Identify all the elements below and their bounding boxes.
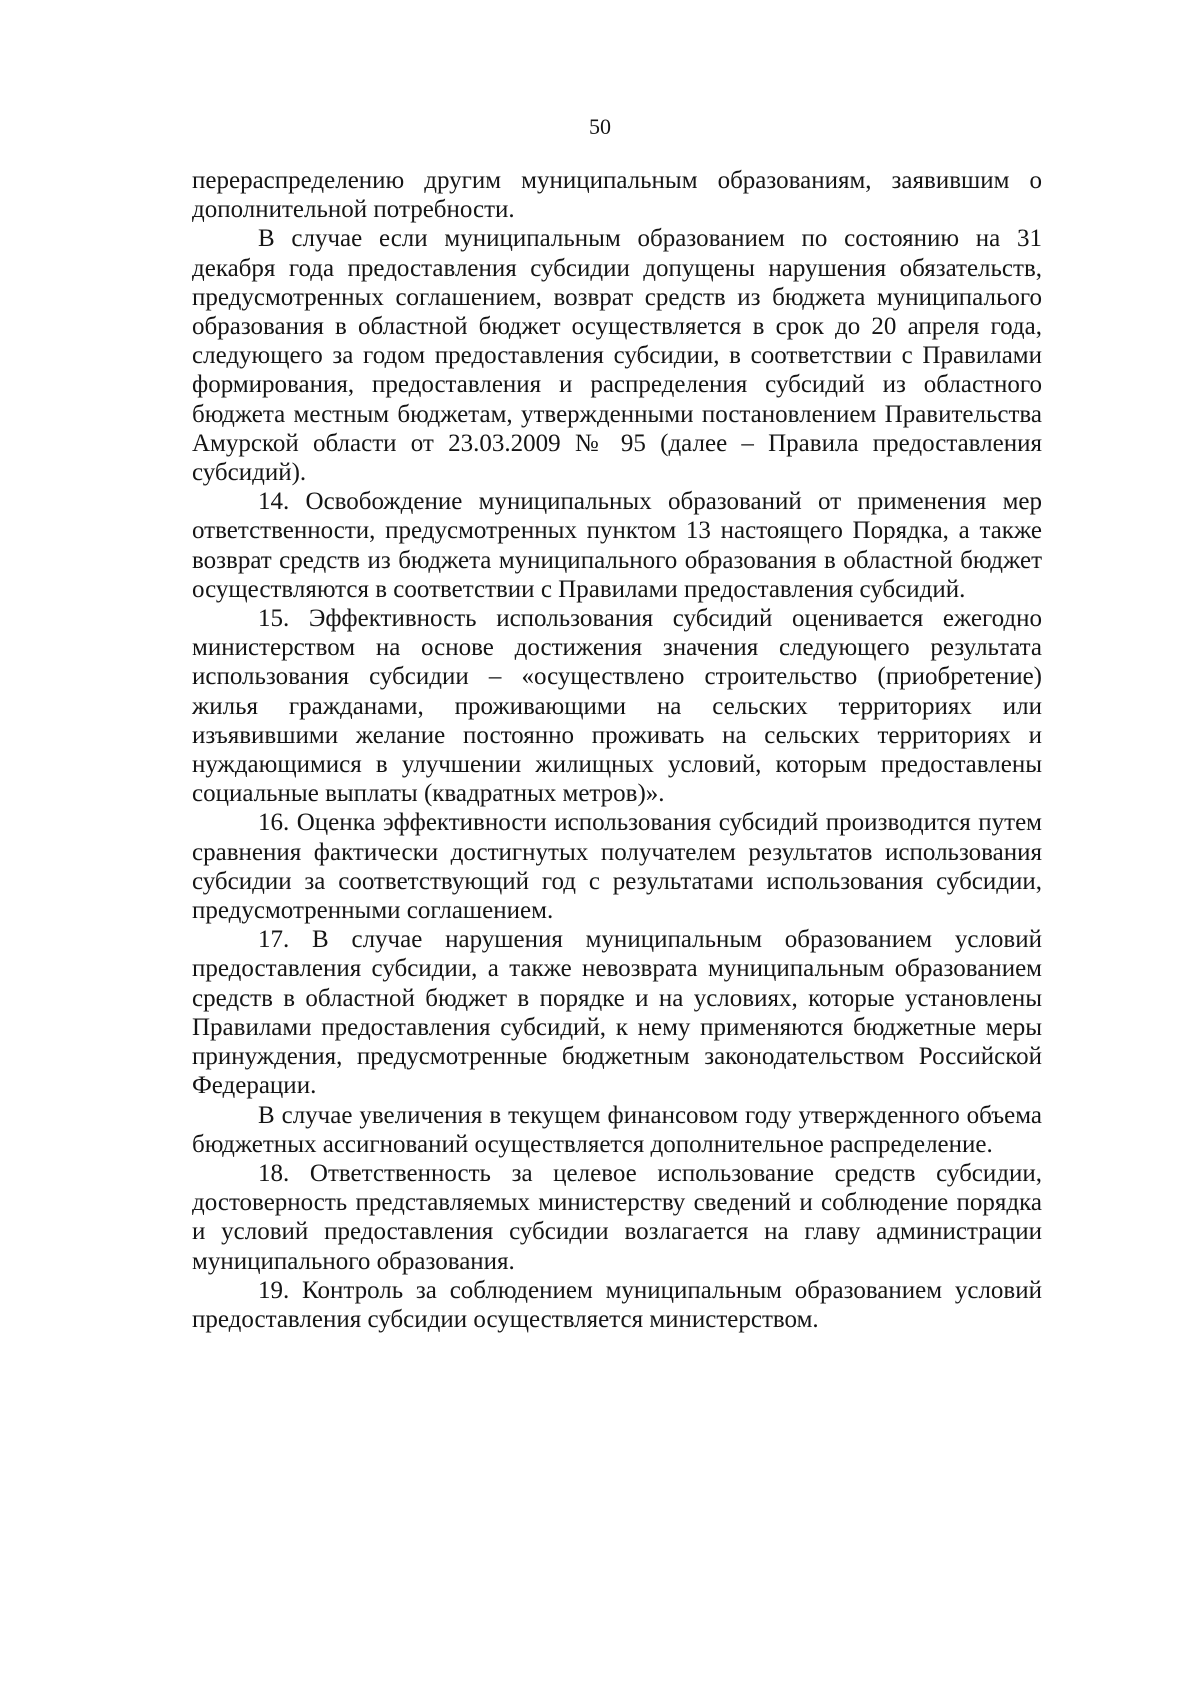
document-body [192,166,1042,1334]
paragraph-continuation: перераспределению другим муниципальным образованиям, заявившим о дополнительной потребности. [192,167,1042,224]
paragraph-17: 17. В случае нарушения муниципальным образованием условий предоставления субсидии, а также невозврата муниципальным образованием средств в областной бюджет в порядке и на условиях, которые установлены Правилами предоставления субсидий, к нему применяются бюджетные меры принуждения, предусмотренные бюджетным законодательством Российской Федерации. [192,926,1042,1100]
paragraph-18: 18. Ответственность за целевое использование средств субсидии, достоверность представляемых министерству сведений и соблюдение порядка и условий предоставления субсидии возлагается на главу администрации муниципального образования. [192,1159,1042,1275]
paragraph-19: 19. Контроль за соблюдением муниципальным образованием условий предоставления субсидии осуществляется министерством. [192,1276,1042,1333]
paragraph-16: 16. Оценка эффективности использования субсидий производится путем сравнения фактически достигнутых получателем результатов использования субсидии за соответствующий год с результатами использования субсидии, предусмотренными соглашением. [192,809,1042,925]
page-number: 50 [589,114,611,139]
paragraph-violation-refund: В случае если муниципальным образованием по состоянию на 31 декабря года предоставления субсидии допущены нарушения обязательств, предусмотренных соглашением, возврат средств из бюджета муниципалього образования в областной бюджет осуществляется в срок до 20 апреля года, следующего за годом предоставления субсидии, в соответствии с Правилами формирования, предоставления и распределения субсидий из областного бюджета местным бюджетам, утвержденными постановлением Правительства Амурской области от 23.03.2009 № 95 (далее – Правила предоставления субсидий). [192,225,1042,487]
paragraph-15: 15. Эффективность использования субсидий оценивается ежегодно министерством на основе достижения значения следующего результата использования субсидии – «осуществлено строительство (приобретение) жилья гражданами, проживающими на сельских территориях или изъявившими желание постоянно проживать на сельских территориях и нуждающимися в улучшении жилищных условий, которым предоставлены социальные выплаты (квадратных метров)». [192,605,1042,808]
paragraph-17-additional: В случае увеличения в текущем финансовом году утвержденного объема бюджетных ассигнований осуществляется дополнительное распределение. [192,1101,1042,1158]
paragraph-14: 14. Освобождение муниципальных образований от применения мер ответственности, предусмотренных пунктом 13 настоящего Порядка, а также возврат средств из бюджета муниципального образования в областной бюджет осуществляются в соответствии с Правилами предоставления субсидий. [192,488,1042,603]
